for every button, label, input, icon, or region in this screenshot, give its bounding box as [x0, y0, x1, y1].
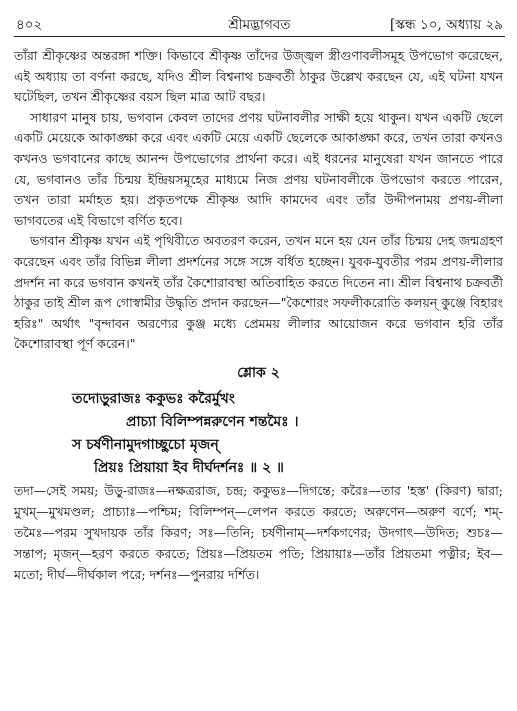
- verse-line: প্রিয়ঃ প্রিয়ায়া ইব দীর্ঘদর্শনঃ ॥ ২ ॥: [94, 459, 284, 476]
- book-title: শ্রীমদ্ভাগবত: [228, 17, 291, 33]
- page-body: [14, 46, 503, 586]
- paragraph: তাঁরা শ্রীকৃষ্ণের অন্তরঙ্গা শক্তি। কিভাবে শ্রীকৃষ্ণ তাঁদের উজ্জ্বল স্ত্রীগুণাবলীসমূহ উপভোগ করেছেন, এই অধ্যায় তা বর্ণনা করছে, যদিও শ্রীল বিশ্বনাথ চক্রবর্তী ঠাকুর উল্লেখ করছেন যে, এই ঘটনা যখন ঘটেছিল, তখন শ্রীকৃষ্ণের বয়স ছিল মাত্র আট বছর।: [14, 48, 503, 105]
- chapter-reference: [স্কন্ধ ১০, অধ্যায় ২৯: [390, 17, 503, 33]
- page-header: [14, 12, 505, 37]
- page-number: ৪০২: [16, 17, 43, 33]
- verse-line: স চর্ষণীনামুদগাচ্ছুচো মৃজন্: [72, 436, 219, 453]
- sanskrit-verse: [14, 388, 503, 480]
- paragraph: ভগবান শ্রীকৃষ্ণ যখন এই পৃথিবীতে অবতরণ করেন, তখন মনে হয় যেন তাঁর চিন্ময় দেহ জন্মগ্রহণ করেছেন এবং তাঁর বিভিন্ন লীলা প্রদর্শনের সঙ্গে সঙ্গে বর্ধিত হচ্ছেন। যুবক-যুবতীর পরম প্রণয়-লীলার প্রদর্শন না করে ভগবান কখনই তাঁর কৈশোরাবস্থা অতিবাহিত করতে দিতেন না। শ্রীল বিশ্বনাথ চক্রবর্তী ঠাকুর তাই শ্রীল রূপ গোস্বামীর উদ্ধৃতি প্রদান করছেন—"কৈশোরং সফলীকরোতি কলয়ন্ কুঞ্জে বিহারং হরিঃ" অর্থাৎ "বৃন্দাবন অরণ্যের কুঞ্জ মধ্যে প্রেমময় লীলার আয়োজন করে ভগবান হরি তাঁর কৈশোরাবস্থা পূর্ণ করেন।": [14, 233, 503, 352]
- verse-line: তদোড়ুরাজঃ ককুভঃ করৈর্মুখং: [72, 390, 235, 407]
- word-synonyms: তদা—সেই সময়; উড়ু-রাজঃ—নক্ষত্ররাজ, চন্দ্র; ককুভঃ—দিগন্তে; করৈঃ—তার 'হস্ত' (কিরণ) দ্বারা; মুখম্—মুখমণ্ডল; প্রাচ্যাঃ—পশ্চিম; বিলিম্পন্—লেপন করতে করতে; অরুণেন—অরুণ বর্ণে; শম্-তমৈঃ—পরম সুখদায়ক তাঁর কিরণ; সঃ—তিনি; চর্ষণীনাম্—দর্শকগণের; উদগাৎ—উদিত; শুচঃ—সন্তাপ; মৃজন্—হরণ করতে করতে; প্রিয়ঃ—প্রিয়তম পতি; প্রিয়ায়াঃ—তাঁর প্রিয়তমা পত্নীর; ইব—মতো; দীর্ঘ—দীর্ঘকাল পরে; দর্শনঃ—পুনরায় দর্শিত।: [14, 482, 503, 583]
- verse-title: শ্লোক ২: [237, 364, 280, 381]
- verse-line: প্রাচ্যা বিলিম্পন্নরুণেন শন্তমৈঃ ।: [126, 413, 299, 430]
- paragraph: সাধারণ মানুষ চায়, ভগবান কেবল তাদের প্রণয় ঘটনাবলীর সাক্ষী হয়ে থাকুন। যখন একটি ছেলে একটি মেয়েকে আকাঙ্ক্ষা করে এবং একটি মেয়ে একটি ছেলেকে আকাঙ্ক্ষা করে, তখন তারা কখনও কখনও ভগবানের কাছে আনন্দ উপভোগের প্রার্থনা করে। এই ধরনের মানুষেরা যখন জানতে পারে যে, ভগবানও তাঁর চিন্ময় ইন্দ্রিয়সমূহের মাধ্যমে নিজ প্রণয় ঘটনাবলীকে উপভোগ করতে পারেন, তখন তারা মর্মাহত হয়। প্রকৃতপক্ষে শ্রীকৃষ্ণ আদি কামদেব এবং তাঁর উদ্দীপনাময় প্রণয়-লীলা ভাগবতের এই বিভাগে বর্ণিত হবে।: [14, 109, 503, 228]
